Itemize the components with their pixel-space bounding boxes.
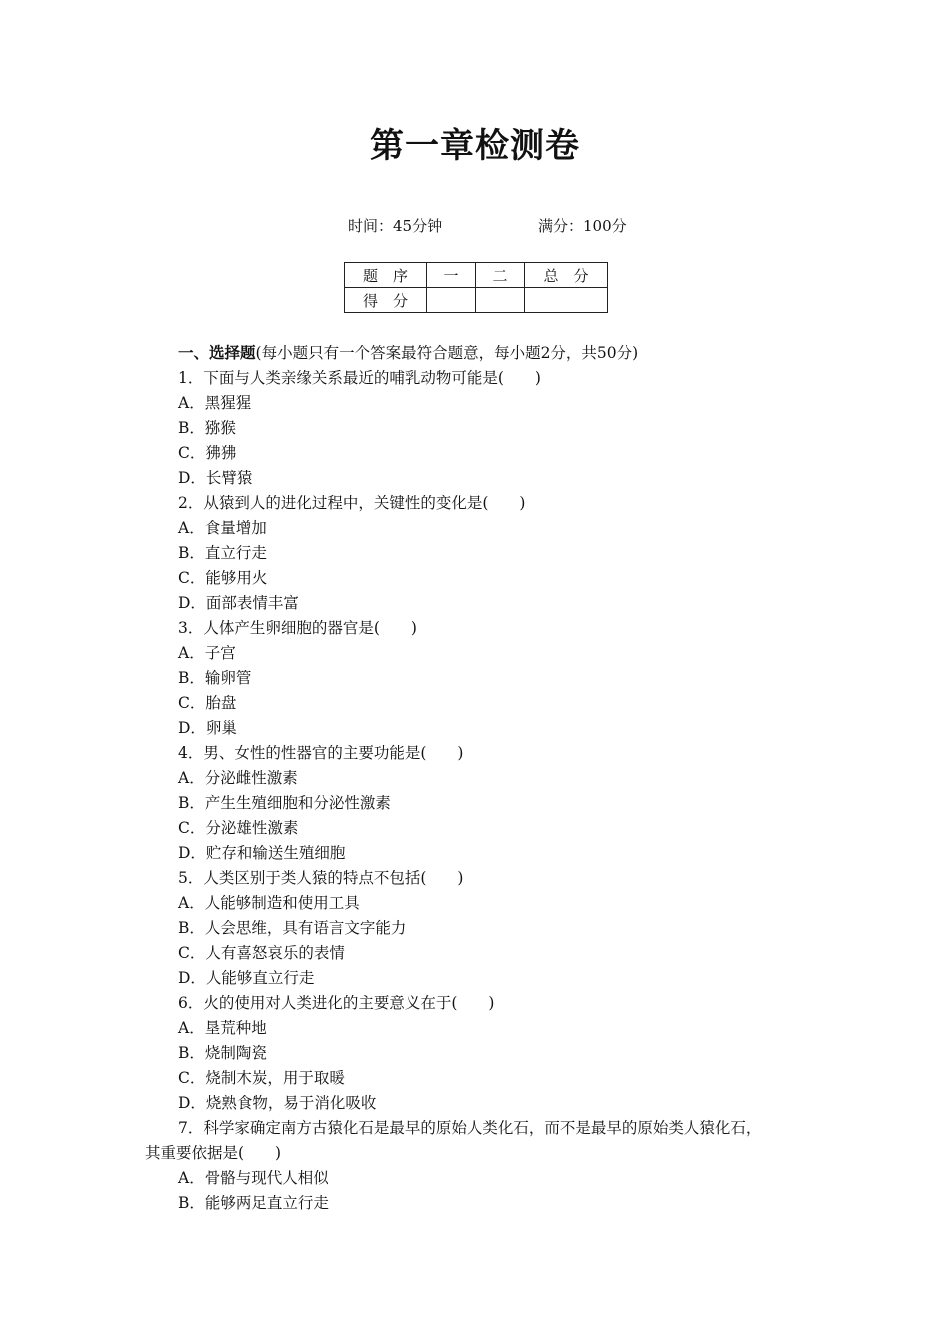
option-line: D．人能够直立行走 — [178, 969, 315, 987]
option-line: B．烧制陶瓷 — [178, 1044, 267, 1062]
page-title: 第一章检测卷 — [370, 126, 580, 166]
question-line: 3．人体产生卵细胞的器官是( ) — [178, 619, 417, 637]
score-cell — [476, 288, 525, 313]
option-line: C．胎盘 — [178, 694, 237, 712]
score-table-score-row — [345, 288, 608, 313]
option-line: B．产生生殖细胞和分泌性激素 — [178, 794, 391, 812]
question-line: 1．下面与人类亲缘关系最近的哺乳动物可能是( ) — [178, 369, 541, 387]
section-note: (每小题只有一个答案最符合题意，每小题2分，共50分) — [255, 344, 639, 362]
score-cell: 总 分 — [525, 263, 608, 288]
question-line: 7．科学家确定南方古猿化石是最早的原始人类化石，而不是最早的原始类人猿化石， — [178, 1119, 762, 1137]
question-line-continued: 其重要依据是( ) — [145, 1144, 282, 1162]
score-cell — [427, 288, 476, 313]
question-line: 4．男、女性的性器官的主要功能是( ) — [178, 744, 464, 762]
full-score: 满分：100分 — [538, 217, 627, 235]
option-line: A．食量增加 — [178, 519, 267, 537]
section-heading — [178, 343, 638, 363]
score-cell: 得 分 — [345, 288, 427, 313]
score-cell — [525, 288, 608, 313]
option-line: C．狒狒 — [178, 444, 237, 462]
option-line: A．人能够制造和使用工具 — [178, 894, 360, 912]
option-line: A．子宫 — [178, 644, 236, 662]
option-line: A．骨骼与现代人相似 — [178, 1169, 329, 1187]
option-line: B．人会思维，具有语言文字能力 — [178, 919, 407, 937]
option-line: A．黑猩猩 — [178, 394, 252, 412]
option-line: D．贮存和输送生殖细胞 — [178, 844, 346, 862]
option-line: D．卵巢 — [178, 719, 237, 737]
score-table-header-row — [345, 263, 608, 288]
score-cell: 题 序 — [345, 263, 427, 288]
question-line: 2．从猿到人的进化过程中，关键性的变化是( ) — [178, 494, 526, 512]
option-line: B．输卵管 — [178, 669, 252, 687]
option-line: C．烧制木炭，用于取暖 — [178, 1069, 345, 1087]
option-line: D．面部表情丰富 — [178, 594, 299, 612]
option-line: A．垦荒种地 — [178, 1019, 267, 1037]
score-table — [344, 262, 608, 313]
option-line: D．烧熟食物，易于消化吸收 — [178, 1094, 377, 1112]
option-line: A．分泌雌性激素 — [178, 769, 298, 787]
option-line: C．能够用火 — [178, 569, 268, 587]
question-line: 5．人类区别于类人猿的特点不包括( ) — [178, 869, 464, 887]
option-line: C．分泌雄性激素 — [178, 819, 299, 837]
option-line: C．人有喜怒哀乐的表情 — [178, 944, 345, 962]
score-cell: 一 — [427, 263, 476, 288]
option-line: B．猕猴 — [178, 419, 236, 437]
option-line: B．能够两足直立行走 — [178, 1194, 329, 1212]
option-line: B．直立行走 — [178, 544, 267, 562]
section-title: 一、选择题 — [178, 343, 256, 362]
score-cell: 二 — [476, 263, 525, 288]
exam-time: 时间：45分钟 — [348, 217, 443, 235]
question-line: 6．火的使用对人类进化的主要意义在于( ) — [178, 994, 495, 1012]
option-line: D．长臂猿 — [178, 469, 253, 487]
